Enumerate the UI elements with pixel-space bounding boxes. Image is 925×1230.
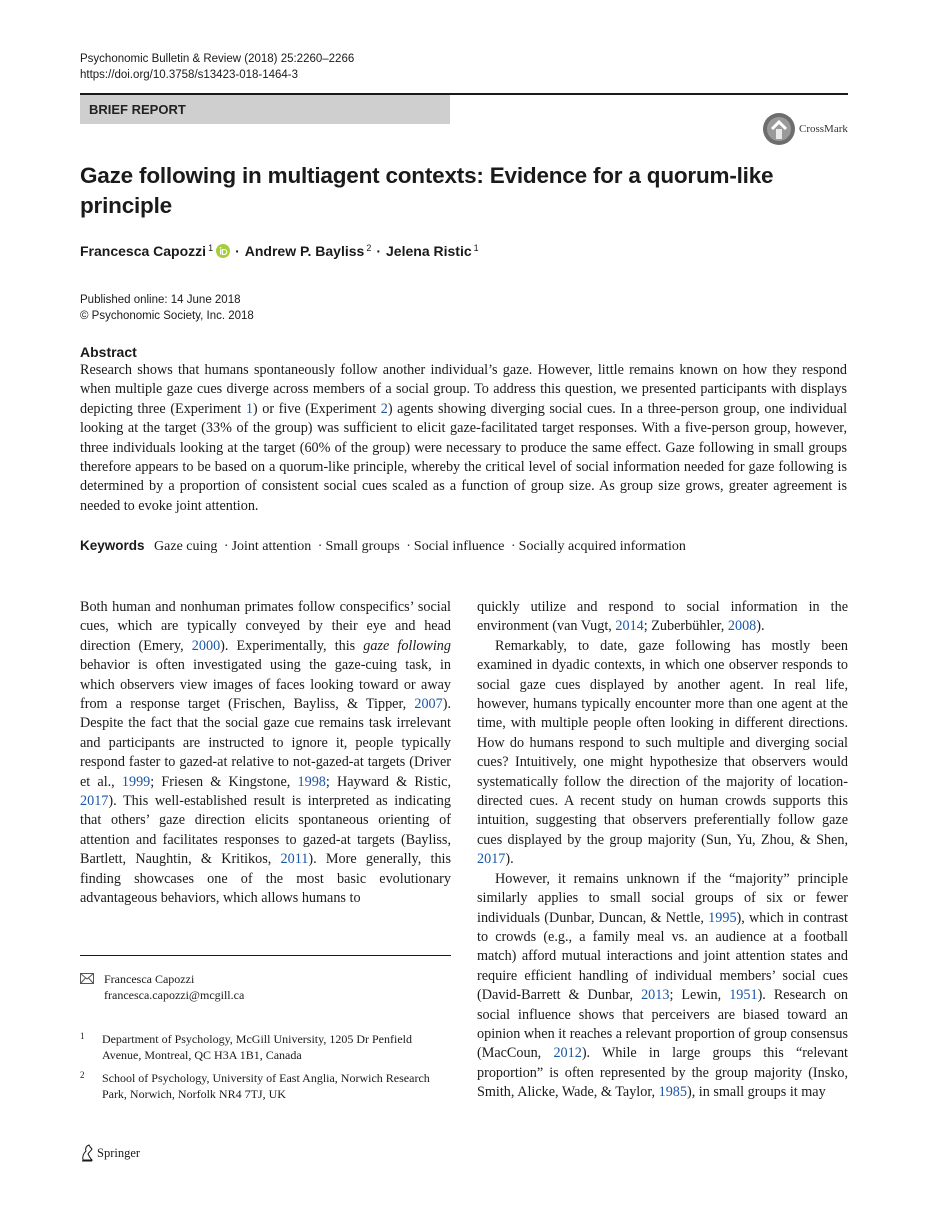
body-text: quickly utilize and respond to social information in the environment (van Vugt, bbox=[477, 599, 848, 635]
body-text: ; Friesen & Kingstone, bbox=[150, 773, 298, 790]
citation-link[interactable]: 2017 bbox=[80, 793, 109, 810]
citation-link[interactable]: 2012 bbox=[553, 1045, 582, 1062]
body-paragraph bbox=[477, 637, 848, 870]
citation-link[interactable]: 1951 bbox=[729, 987, 758, 1004]
orcid-icon[interactable] bbox=[216, 244, 230, 258]
footnote-rule bbox=[80, 955, 451, 956]
keyword: Gaze cuing bbox=[154, 539, 218, 554]
keyword-separator: · bbox=[223, 539, 229, 554]
affiliation bbox=[80, 1070, 451, 1102]
body-text: ). More generally, this finding showcases one of the most basic evolutionary advantageous behaviors, which allows humans to bbox=[80, 851, 452, 907]
citation-link[interactable]: 2007 bbox=[414, 696, 443, 713]
affiliation-number: 2 bbox=[80, 1070, 85, 1080]
citation-link[interactable]: 1985 bbox=[658, 1084, 687, 1101]
body-text: behavior is often investigated using the gaze-cuing task, in which observers view images of faces looking toward or away from a response target (Frischen, Bayliss, & Tipper, bbox=[80, 657, 451, 713]
author-affil-sup: 1 bbox=[208, 243, 214, 253]
contact-email[interactable]: francesca.capozzi@mcgill.ca bbox=[104, 988, 245, 1002]
body-text: ; Hayward & Ristic, bbox=[325, 773, 451, 790]
citation-link[interactable]: 1995 bbox=[708, 909, 737, 926]
envelope-icon bbox=[80, 973, 94, 984]
published-date: Published online: 14 June 2018 bbox=[80, 294, 241, 306]
body-text: ). bbox=[505, 851, 514, 868]
body-text: ), which in contrast to crowds (e.g., a family meal vs. an audience at a football match) afford mutual interactions and joint attention states and require efficient handling of individual members’ social cues (David-Barrett & Dunbar, bbox=[477, 909, 848, 1004]
author-separator: · bbox=[235, 243, 240, 259]
keyword-separator: · bbox=[406, 539, 411, 554]
keyword: Small groups bbox=[325, 539, 400, 554]
keywords bbox=[80, 538, 686, 555]
affiliation-text: Department of Psychology, McGill University, 1205 Dr Penfield Avenue, Montreal, QC H3A 1B1, Canada bbox=[101, 1032, 412, 1062]
abstract-heading: Abstract bbox=[80, 344, 137, 360]
body-text: ). While in large groups this “relevant proportion” is often represented by the group majority (Insko, Smith, Alicke, Wade, & Taylor, bbox=[477, 1045, 848, 1101]
author-affil-sup: 1 bbox=[473, 243, 479, 253]
author-name[interactable]: Jelena Ristic bbox=[386, 243, 472, 259]
body-text: ; Lewin, bbox=[669, 987, 730, 1004]
body-text: ). This well-established result is interpreted as indicating that others’ gaze direction elicits spontaneous orienting of attention and facilitates responses to gazed-at targets (Bayliss, Bartlett, Naughtin, & Kritikos, bbox=[80, 793, 451, 868]
abstract-text: Research shows that humans spontaneously follow another individual’s gaze. However, little remains known on how they respond when multiple gaze cues diverge across members of a social group. To address this question, we presented participants with displays depicting three (Experiment bbox=[80, 362, 847, 417]
citation-link[interactable]: 1998 bbox=[297, 773, 326, 790]
body-column-left bbox=[80, 598, 451, 909]
author-affil-sup: 2 bbox=[366, 243, 372, 253]
crossmark-label: CrossMark bbox=[799, 123, 848, 135]
affiliation-text: School of Psychology, University of East Anglia, Norwich Research Park, Norwich, Norfolk NR4 7TJ, UK bbox=[101, 1071, 430, 1101]
journal-header bbox=[80, 51, 354, 83]
author-list bbox=[80, 243, 479, 259]
contact-name: Francesca Capozzi bbox=[104, 972, 195, 986]
publisher-logo bbox=[80, 1144, 140, 1162]
keyword: Social influence bbox=[413, 539, 505, 554]
author-name[interactable]: Andrew P. Bayliss bbox=[244, 243, 365, 259]
article-type-banner: BRIEF REPORT bbox=[80, 95, 450, 124]
affiliation bbox=[80, 1031, 451, 1063]
citation-link[interactable]: 1999 bbox=[121, 773, 151, 790]
affiliation-number: 1 bbox=[80, 1031, 85, 1041]
experiment-link[interactable]: 2 bbox=[380, 400, 388, 417]
keyword: Joint attention bbox=[231, 539, 312, 554]
citation-link[interactable]: 2013 bbox=[641, 987, 670, 1004]
keyword-separator: · bbox=[510, 539, 516, 554]
copyright-line: © Psychonomic Society, Inc. 2018 bbox=[80, 310, 254, 322]
abstract-text: ) or five (Experiment bbox=[252, 400, 381, 417]
body-text: Both human and nonhuman primates follow conspecifics’ social cues, which are typically conveyed by their eye and head direction (Emery, bbox=[80, 599, 451, 654]
citation-link[interactable]: 2017 bbox=[477, 851, 506, 868]
publication-info bbox=[80, 292, 254, 324]
article-title: Gaze following in multiagent contexts: Evidence for a quorum-like principle bbox=[80, 163, 774, 218]
experiment-link[interactable]: 1 bbox=[245, 400, 253, 417]
citation-link[interactable]: 2014 bbox=[615, 618, 644, 635]
author-separator: · bbox=[376, 243, 382, 259]
journal-citation: Psychonomic Bulletin & Review (2018) 25:2260–2266 bbox=[80, 53, 355, 65]
body-text: ). Research on social influence shows that perceivers are biased toward an opinion when it reaches a relevant proportion of group consensus (MacCoun, bbox=[477, 987, 849, 1062]
body-paragraph bbox=[477, 598, 848, 637]
abstract-text: ) agents showing diverging social cues. In a three-person group, one individual looking at the target (33% of the group) was sufficient to elicit gaze-facilitated target responses. With a five-person group, however, three individuals looking at the target (60% of the group) were necessary to produce the same effect. Gaze following in small groups therefore appears to be based on a quorum-like principle, whereby the critical level of social information needed for gaze following is determined by a proportion of consistent social cues scaled as a function of group size. As group size grows, greater agreement is needed to evoke joint attention. bbox=[80, 400, 848, 514]
body-paragraph bbox=[80, 598, 451, 909]
publisher-name: Springer bbox=[97, 1145, 141, 1160]
body-text: ; Zuberbühler, bbox=[643, 618, 728, 635]
body-text: ). Experimentally, this bbox=[220, 637, 364, 654]
abstract-body bbox=[80, 361, 847, 516]
doi-link[interactable]: https://doi.org/10.3758/s13423-018-1464-3 bbox=[80, 69, 299, 81]
keyword: Socially acquired information bbox=[518, 539, 686, 554]
contact-details bbox=[104, 971, 244, 1003]
body-text: However, it remains unknown if the “majority” principle similarly applies to small social groups of six or fewer individuals (Dunbar, Duncan, & Nettle, bbox=[477, 870, 848, 926]
corresponding-author bbox=[80, 971, 244, 1003]
keywords-label: Keywords bbox=[80, 538, 145, 553]
citation-link[interactable]: 2000 bbox=[191, 637, 221, 654]
citation-link[interactable]: 2011 bbox=[280, 851, 309, 868]
springer-horse-icon bbox=[80, 1144, 94, 1162]
crossmark-icon bbox=[762, 112, 796, 146]
keyword-separator: · bbox=[317, 539, 323, 554]
crossmark-badge[interactable] bbox=[762, 112, 848, 146]
author-name[interactable]: Francesca Capozzi bbox=[80, 243, 207, 259]
body-text: ), in small groups it may bbox=[686, 1084, 826, 1101]
citation-link[interactable]: 2008 bbox=[727, 618, 757, 635]
body-text: Remarkably, to date, gaze following has mostly been examined in dyadic contexts, in which one observer responds to social gaze cues displayed by another agent. In real life, however, humans typically encounter more than one agent at the time, with multiple people often looking in different directions. How do humans respond to such multiple and diverging social cues? Intuitively, one might hypothesize that observers would systematically follow the direction of the majority of location-directed cues. A recent study on human crowds supports this intuition, suggesting that observers preferentially follow gaze cues displayed by the group majority (Sun, Yu, Zhou, & Shen, bbox=[477, 637, 848, 848]
body-column-right bbox=[477, 598, 848, 1103]
body-text: ). bbox=[756, 618, 765, 635]
body-text: ). Despite the fact that the social gaze cue remains task irrelevant and participants are instructed to ignore it, people typically respond faster to gazed-at relative to not-gazed-at targets (Driver et al., bbox=[80, 696, 451, 790]
body-emphasis: gaze following bbox=[363, 637, 451, 654]
body-paragraph bbox=[477, 870, 848, 1103]
